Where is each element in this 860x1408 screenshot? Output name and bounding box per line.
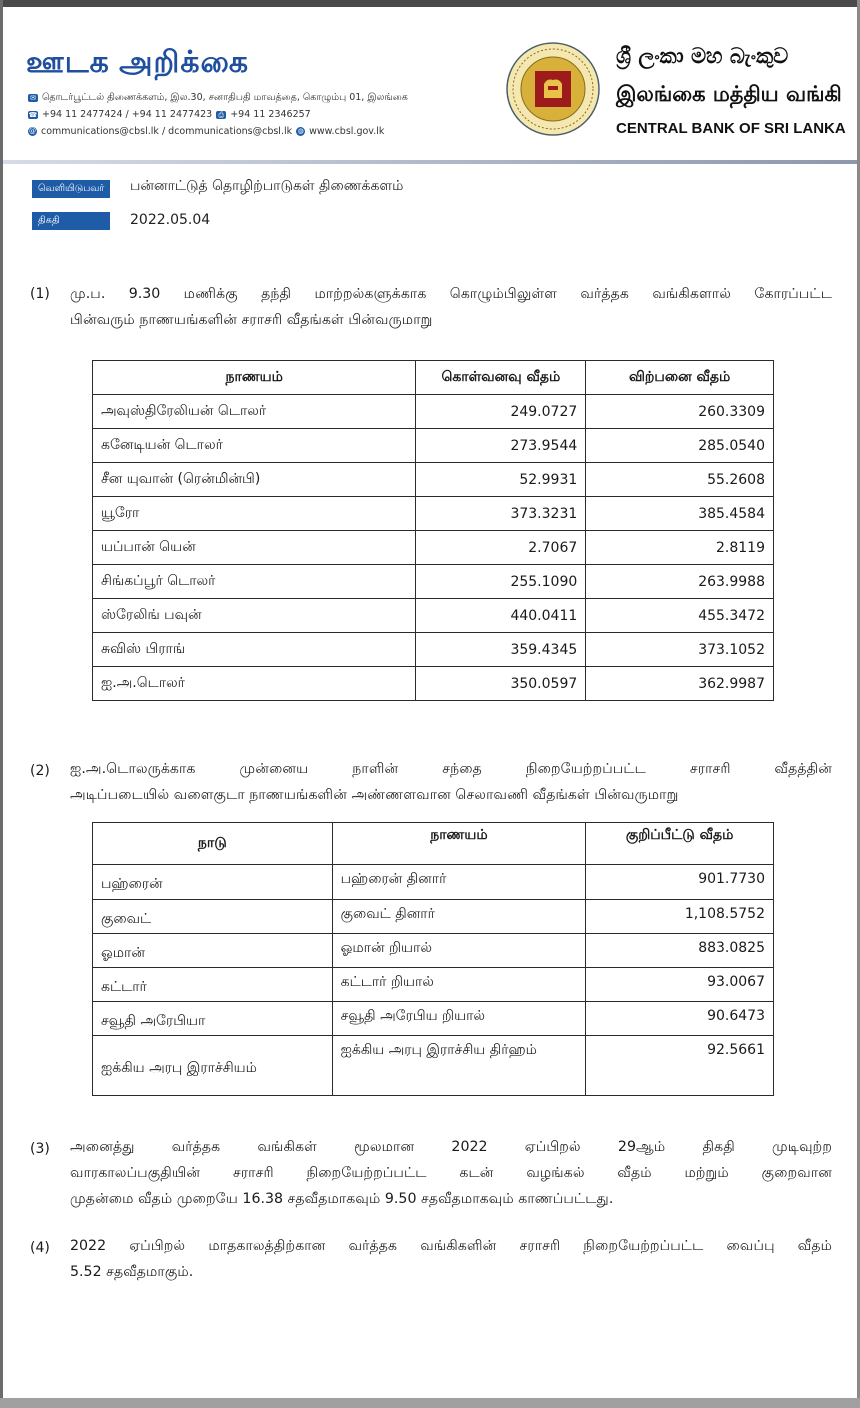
col-header-selling-rate: விற்பனை வீதம் (586, 361, 774, 395)
reference-rate-cell: 1,108.5752 (586, 900, 774, 934)
buying-rate-cell: 273.9544 (416, 429, 586, 463)
envelope-icon: ✉ (28, 94, 38, 102)
window-top-border (0, 0, 860, 7)
selling-rate-cell: 285.0540 (586, 429, 774, 463)
header-divider (3, 160, 857, 164)
reference-rate-cell: 92.5661 (586, 1036, 774, 1096)
buying-rate-cell: 2.7067 (416, 531, 586, 565)
selling-rate-cell: 385.4584 (586, 497, 774, 531)
country-cell: குவைட் (93, 900, 333, 934)
currency-cell: சுவிஸ் பிராங் (93, 633, 416, 667)
phone-line (28, 109, 311, 120)
currency-cell: கட்டார் றியால் (332, 968, 586, 1002)
address-text: தொடர்பூட்டல் திணைக்களம், இல.30, சனாதிபதி மாவத்தை, கொழும்பு 01, இலங்கை (42, 92, 408, 103)
exchange-table-header-row (93, 361, 774, 395)
bank-name-english: CENTRAL BANK OF SRI LANKA (616, 120, 846, 137)
buying-rate-cell: 373.3231 (416, 497, 586, 531)
section-1-line-1: மு.ப. 9.30 மணிக்கு தந்தி மாற்றல்களுக்காக கொழும்பிலுள்ள வர்த்தக வங்கிகளால் கோரப்பட்ட (70, 286, 832, 302)
selling-rate-cell: 2.8119 (586, 531, 774, 565)
phone-icon: ☎ (28, 110, 38, 119)
bank-name-tamil: இலங்கை மத்திய வங்கி (616, 82, 842, 106)
date-label: திகதி (32, 212, 110, 230)
selling-rate-cell: 373.1052 (586, 633, 774, 667)
at-icon: @ (29, 127, 36, 135)
currency-cell: குவைட் தினார் (332, 900, 586, 934)
currency-cell: யூரோ (93, 497, 416, 531)
currency-cell: சவூதி அரேபிய றியால் (332, 1002, 586, 1036)
table-row (93, 565, 774, 599)
address-line (28, 92, 408, 104)
section-1-text (70, 281, 832, 333)
email-text[interactable]: communications@cbsl.lk / dcommunications@cbsl.lk (41, 126, 293, 137)
currency-cell: சிங்கப்பூர் டொலர் (93, 565, 416, 599)
section-3-line-1: அனைத்து வர்த்தக வங்கிகள் மூலமான 2022 ஏப்பிறல் 29ஆம் திகதி முடிவுற்ற (70, 1139, 832, 1155)
col-header-currency: நாணயம் (93, 361, 416, 395)
table-row (93, 667, 774, 701)
web-text[interactable]: www.cbsl.gov.lk (309, 126, 385, 137)
window-bottom-border (0, 1398, 860, 1408)
section-2-text (70, 756, 832, 808)
table-row (93, 531, 774, 565)
section-3-line-2: வாரகாலப்பகுதியின் சராசரி நிறையேற்றப்பட்ட கடன் வழங்கல் வீதம் மற்றும் குறைவான (70, 1165, 832, 1181)
section-3-line-3: முதன்மை வீதம் முறையே 16.38 சதவீதமாகவும் 9.50 சதவீதமாகவும் காணப்பட்டது. (70, 1191, 614, 1207)
reference-rate-cell: 901.7730 (586, 865, 774, 900)
country-cell: ஐக்கிய அரபு இராச்சியம் (93, 1036, 333, 1096)
currency-cell: ஸ்ரேலிங் பவுன் (93, 599, 416, 633)
col-header-currency: நாணயம் (332, 823, 586, 865)
date-value: 2022.05.04 (130, 212, 211, 228)
table-row (93, 968, 774, 1002)
table-row (93, 900, 774, 934)
section-4-line-2: 5.52 சதவீதமாகும். (70, 1264, 194, 1280)
buying-rate-cell: 52.9931 (416, 463, 586, 497)
currency-cell: யப்பான் யென் (93, 531, 416, 565)
bank-name-sinhala: ශ්‍රී ලංකා මහ බැංකුව (616, 44, 789, 68)
buying-rate-cell: 249.0727 (416, 395, 586, 429)
globe-icon: ◍ (297, 127, 304, 135)
table-row (93, 599, 774, 633)
col-header-buying-rate: கொள்வனவு வீதம் (416, 361, 586, 395)
table-row (93, 395, 774, 429)
issued-by-value: பன்னாட்டுத் தொழிற்பாடுகள் திணைக்களம் (130, 178, 404, 194)
country-cell: சவூதி அரேபியா (93, 1002, 333, 1036)
table-row (93, 934, 774, 968)
selling-rate-cell: 260.3309 (586, 395, 774, 429)
phone-text: +94 11 2477424 / +94 11 2477423 (42, 109, 213, 120)
country-cell: ஓமான் (93, 934, 333, 968)
currency-cell: ஓமான் றியால் (332, 934, 586, 968)
currency-cell: சீன யுவான் (ரென்மின்பி) (93, 463, 416, 497)
section-2-number: (2) (30, 763, 50, 779)
currency-cell: பஹ்ரைன் தினார் (332, 865, 586, 900)
bank-seal-icon (506, 42, 600, 136)
selling-rate-cell: 362.9987 (586, 667, 774, 701)
selling-rate-cell: 55.2608 (586, 463, 774, 497)
buying-rate-cell: 255.1090 (416, 565, 586, 599)
country-cell: கட்டார் (93, 968, 333, 1002)
col-header-reference-rate: குறிப்பீட்டு வீதம் (586, 823, 774, 865)
table-row (93, 463, 774, 497)
table-row (93, 1002, 774, 1036)
currency-cell: கனேடியன் டொலர் (93, 429, 416, 463)
table-row (93, 429, 774, 463)
section-3-text (70, 1134, 832, 1212)
table-row (93, 1036, 774, 1096)
currency-cell: ஐக்கிய அரபு இராச்சிய திர்ஹம் (332, 1036, 586, 1096)
section-4-text (70, 1233, 832, 1285)
country-cell: பஹ்ரைன் (93, 865, 333, 900)
section-1-number: (1) (30, 286, 50, 302)
fax-icon: ⎙ (216, 111, 226, 119)
selling-rate-cell: 455.3472 (586, 599, 774, 633)
section-4-number: (4) (30, 1240, 50, 1256)
fax-text: +94 11 2346257 (230, 109, 311, 120)
exchange-rate-table (92, 360, 774, 701)
gulf-table-header-row (93, 823, 774, 865)
table-row (93, 865, 774, 900)
selling-rate-cell: 263.9988 (586, 565, 774, 599)
section-1-line-2: பின்வரும் நாணயங்களின் சராசரி வீதங்கள் பின்வருமாறு (70, 312, 433, 328)
section-3-number: (3) (30, 1141, 50, 1157)
reference-rate-cell: 883.0825 (586, 934, 774, 968)
section-2-line-2: அடிப்படையில் வளைகுடா நாணயங்களின் அண்ணளவான செலாவணி வீதங்கள் பின்வருமாறு (70, 787, 679, 803)
currency-cell: ஐ.அ.டொலர் (93, 667, 416, 701)
buying-rate-cell: 359.4345 (416, 633, 586, 667)
reference-rate-cell: 93.0067 (586, 968, 774, 1002)
section-4-line-1: 2022 ஏப்பிறல் மாதகாலத்திற்கான வர்த்தக வங்கிகளின் சராசரி நிறையேற்றப்பட்ட வைப்பு வீதம் (70, 1238, 832, 1254)
press-release-title: ஊடக அறிக்கை (26, 46, 250, 79)
currency-cell: அவுஸ்திரேலியன் டொலர் (93, 395, 416, 429)
gulf-currency-table (92, 822, 774, 1096)
col-header-country: நாடு (93, 823, 333, 865)
reference-rate-cell: 90.6473 (586, 1002, 774, 1036)
window-left-border (0, 0, 3, 1408)
email-line (28, 126, 384, 137)
issued-by-label: வெளியிடுபவர் (32, 180, 110, 198)
section-2-line-1: ஐ.அ.டொலருக்காக முன்னைய நாளின் சந்தை நிறையேற்றப்பட்ட சராசரி வீதத்தின் (70, 761, 832, 777)
table-row (93, 633, 774, 667)
buying-rate-cell: 440.0411 (416, 599, 586, 633)
buying-rate-cell: 350.0597 (416, 667, 586, 701)
table-row (93, 497, 774, 531)
